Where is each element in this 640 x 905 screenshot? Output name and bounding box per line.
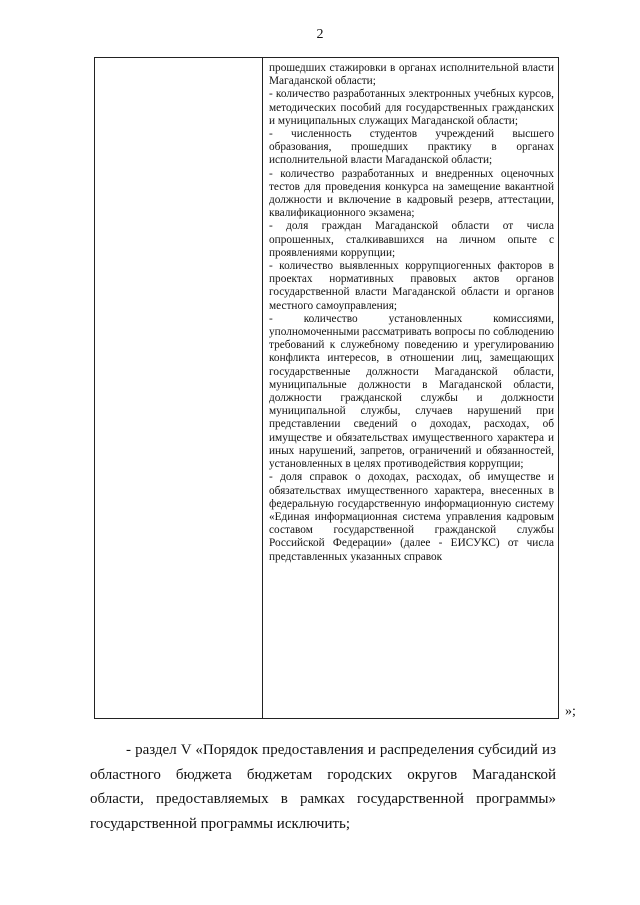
indicators-table — [94, 57, 559, 719]
indicator-item: - количество разработанных электронных учебных курсов, методических пособий для государственных гражданских и муниципальных служащих Магаданской области; — [269, 88, 554, 127]
indicator-item: - численность студентов учреждений высшего образования, прошедших практику в органах исполнительной власти Магаданской области; — [269, 128, 554, 167]
page-number: 2 — [316, 27, 324, 42]
table-closing-quote: »; — [565, 704, 576, 719]
table-column-divider — [262, 58, 263, 718]
indicator-item: - количество установленных комиссиями, уполномоченными рассматривать вопросы по соблюдению требований к служебному поведению и урегулированию конфликта интересов, в отношении лиц, замещающих государственные должности Магаданской области, муниципальные должности в Магаданской области, должности гражданской службы и должности муниципальной службы, случаев нарушений при представлении сведений о доходах, расходах, об имуществе и обязательствах имущественного характера и иных нарушений, запретов, ограничений и обязанностей, установленных в целях противодействия коррупции; — [269, 312, 554, 471]
indicator-item: - доля граждан Магаданской области от числа опрошенных, сталкивавшихся на личном опыте с проявлениями коррупции; — [269, 220, 554, 259]
body-paragraph: - раздел V «Порядок предоставления и распределения субсидий из областного бюджета бюджетам городских округов Магаданской области, предоставляемых в рамках государственной программы» государственной программы исключить; — [90, 742, 556, 832]
indicator-item: - доля справок о доходах, расходах, об имуществе и обязательствах имущественного характера, внесенных в федеральную государственную информационную систему «Единая информационная система управления кадровым составом государственной гражданской службы Российской Федерации» (далее - ЕИСУКС) от числа представленных указанных справок — [269, 471, 554, 563]
indicator-item: - количество разработанных и внедренных оценочных тестов для проведения конкурса на замещение вакантной должности и включение в кадровый резерв, аттестации, квалификационного экзамена; — [269, 167, 554, 220]
indicators-cell — [269, 62, 554, 564]
indicator-item: - количество выявленных коррупциогенных факторов в проектах нормативных правовых актов органов государственной власти Магаданской области и органов местного самоуправления; — [269, 260, 554, 312]
indicator-item: прошедших стажировки в органах исполнительной власти Магаданской области; — [269, 62, 554, 88]
